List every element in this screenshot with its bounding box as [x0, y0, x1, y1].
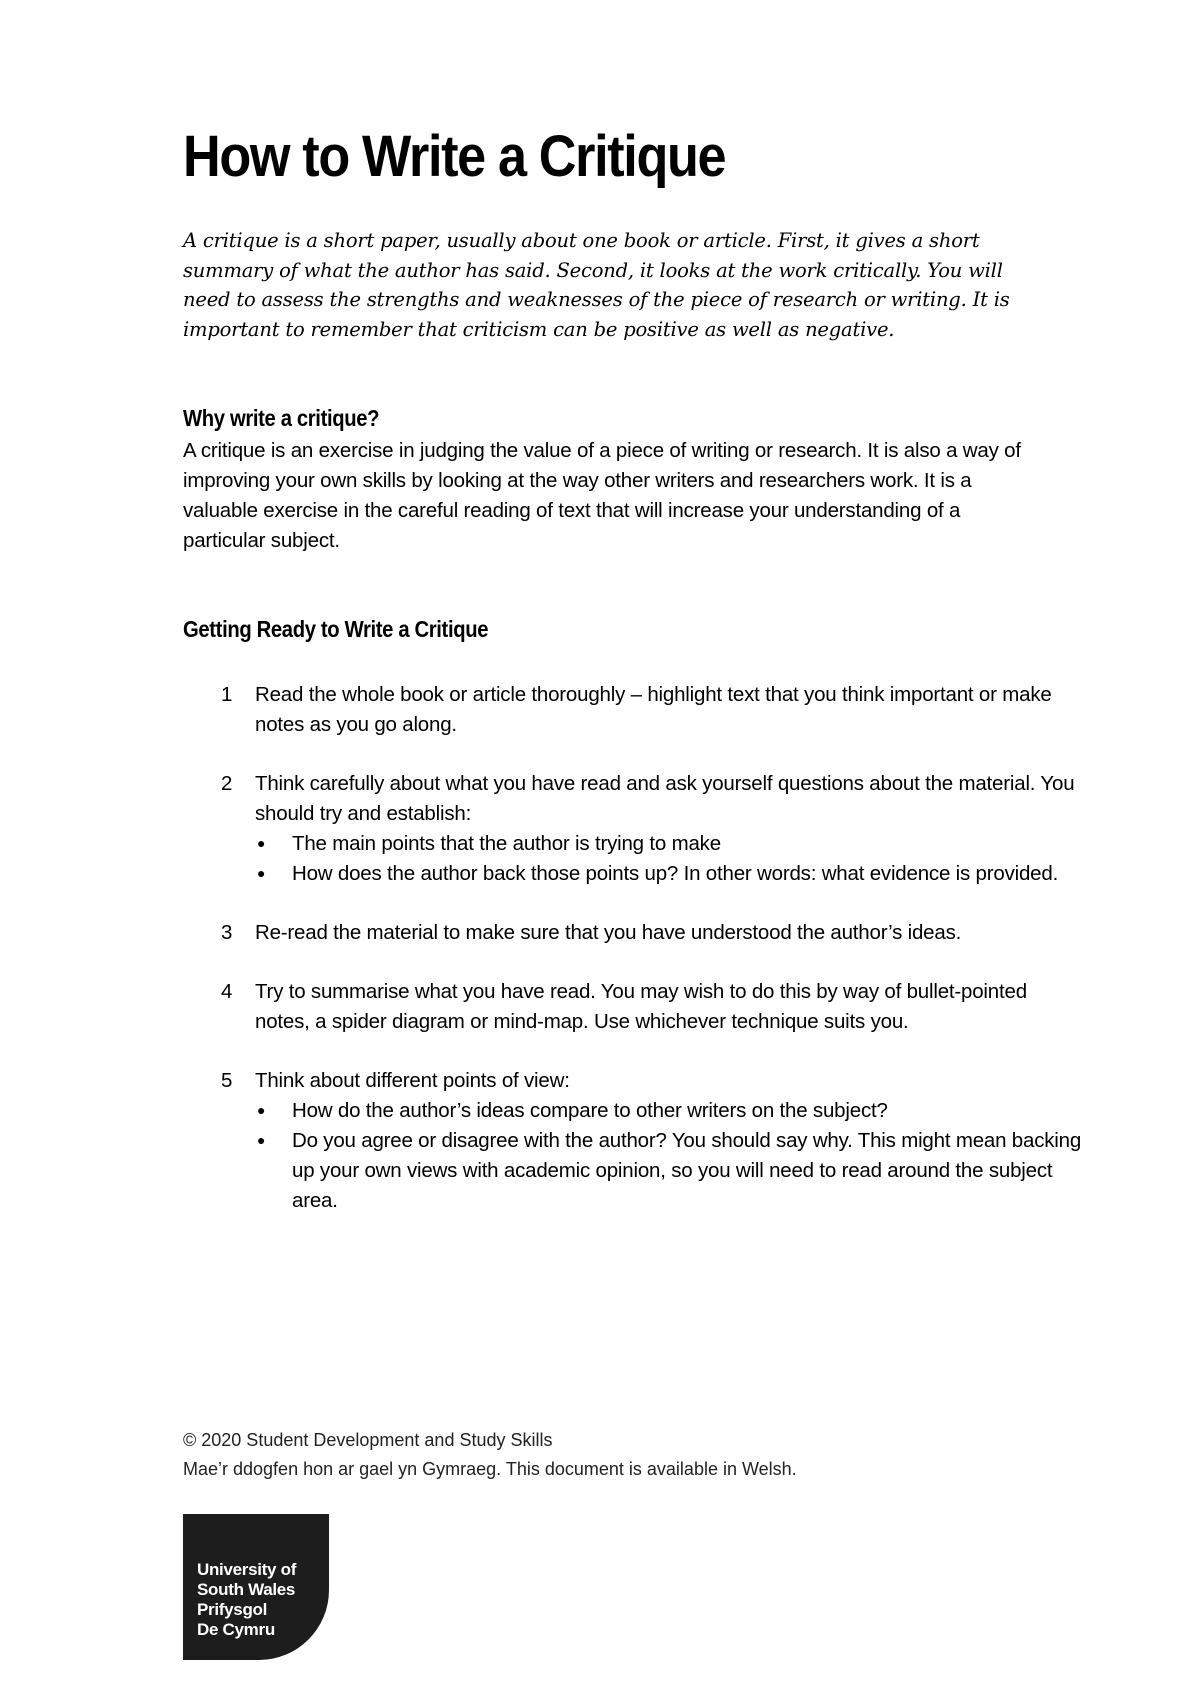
- step-item: [183, 1066, 1083, 1216]
- step-number: 4: [221, 980, 233, 1003]
- why-heading: Why write a critique?: [183, 405, 380, 431]
- bullet-item: ● The main points that the author is trying to make: [255, 829, 1083, 859]
- step-text: Think carefully about what you have read and ask yourself questions about the material. You should try and establish:: [255, 772, 1075, 825]
- university-logo: [183, 1514, 329, 1660]
- intro-paragraph: A critique is a short paper, usually about one book or article. First, it gives a short summary of what the author has said. Second, it looks at the work critically. You will need to assess the strengths and weaknesses of the piece of research or writing. It is important to remember that criticism can be positive as well as negative.: [183, 229, 1010, 341]
- step-text: Think about different points of view:: [255, 1069, 570, 1092]
- bullet-item: ● How does the author back those points up? In other words: what evidence is provided.: [255, 859, 1083, 889]
- step-text: Try to summarise what you have read. You may wish to do this by way of bullet-pointed notes, a spider diagram or mind-map. Use whichever technique suits you.: [255, 980, 1027, 1033]
- step-number: 2: [221, 772, 233, 795]
- welsh-availability-note: Mae’r ddogfen hon ar gael yn Gymraeg. This document is available in Welsh.: [183, 1459, 797, 1479]
- page-title: How to Write a Critique: [183, 124, 726, 189]
- logo-text: [197, 1560, 296, 1640]
- step-item: [183, 680, 1083, 740]
- footer: [183, 1426, 797, 1484]
- step-text: Re-read the material to make sure that you have understood the author’s ideas.: [255, 921, 962, 944]
- step-number: 5: [221, 1069, 233, 1092]
- bullet-item: ● How do the author’s ideas compare to other writers on the subject?: [255, 1096, 1083, 1126]
- ready-heading: Getting Ready to Write a Critique: [183, 616, 489, 642]
- logo-line: Prifysgol: [197, 1600, 268, 1619]
- bullet-item: ● Do you agree or disagree with the author? You should say why. This might mean backing up your own views with academic opinion, so you will need to read around the subject area.: [255, 1126, 1083, 1216]
- bullet-list: [255, 1096, 1083, 1216]
- bullet-list: [255, 829, 1083, 889]
- step-item: [183, 769, 1083, 889]
- step-number: 3: [221, 921, 233, 944]
- step-item: [183, 918, 1083, 948]
- logo-line: South Wales: [197, 1580, 296, 1599]
- copyright-line: © 2020 Student Development and Study Skills: [183, 1430, 553, 1450]
- step-text: Read the whole book or article thoroughly – highlight text that you think important or make notes as you go along.: [255, 683, 1052, 736]
- why-body: A critique is an exercise in judging the value of a piece of writing or research. It is also a way of improving your own skills by looking at the way other writers and researchers work. It is a valuable exercise in the careful reading of text that will increase your understanding of a particular subject.: [183, 439, 1021, 552]
- step-item: [183, 977, 1083, 1037]
- logo-line: De Cymru: [197, 1620, 275, 1639]
- steps-list: [183, 680, 1083, 1245]
- logo-line: University of: [197, 1560, 297, 1579]
- step-number: 1: [221, 683, 233, 706]
